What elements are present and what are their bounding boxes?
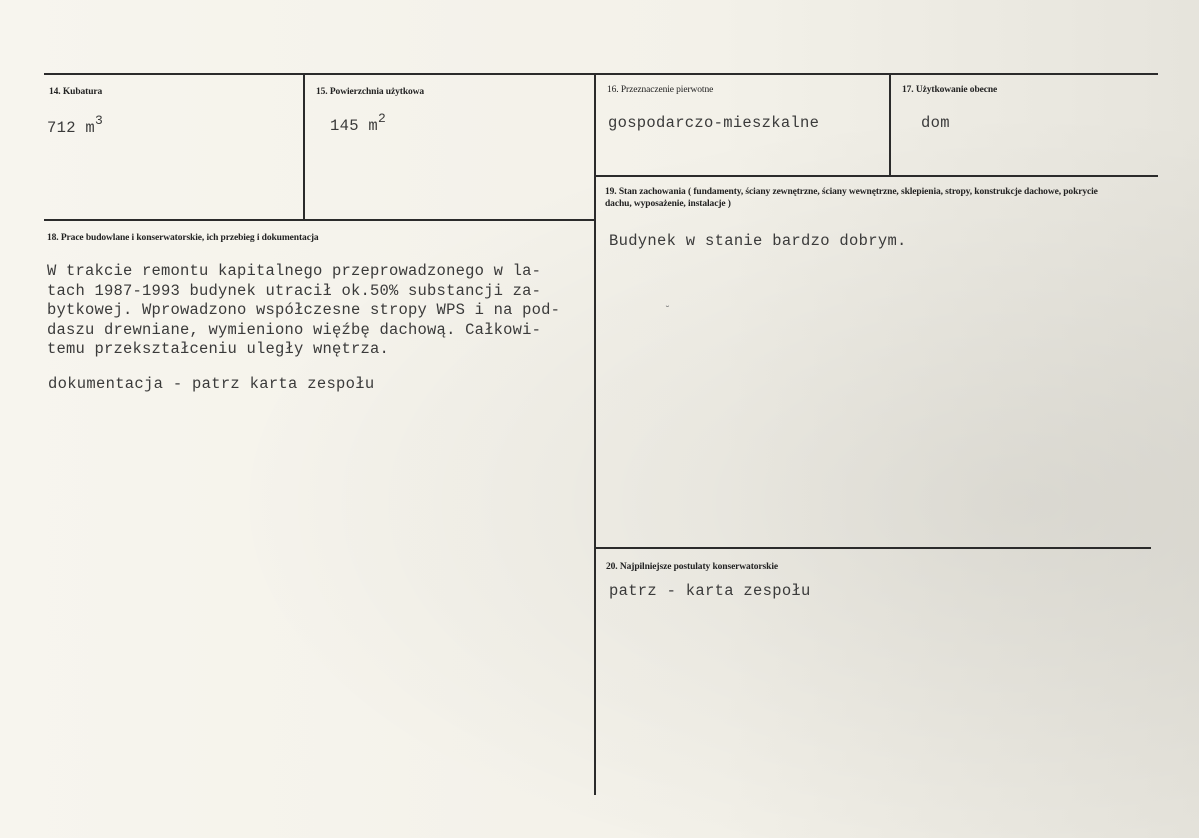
center-divider xyxy=(594,75,596,795)
field-prace-dokumentacja: dokumentacja - patrz karta zespołu xyxy=(48,375,375,393)
kubatura-exponent: 3 xyxy=(95,113,104,128)
field-powierzchnia-label: 15. Powierzchnia użytkowa xyxy=(316,87,425,97)
field-postulaty-value: patrz - karta zespołu xyxy=(609,582,811,600)
rule-under-16-17 xyxy=(595,175,1158,177)
field-kubatura-value xyxy=(47,115,103,137)
rule-under-14-15 xyxy=(44,219,595,221)
top-rule xyxy=(44,73,1158,75)
field-przeznaczenie-value: gospodarczo-mieszkalne xyxy=(608,114,820,132)
prace-line-3: bytkowej. Wprowadzono współczesne stropy WPS i na pod- xyxy=(47,301,561,320)
field-prace-label: 18. Prace budowlane i konserwatorskie, ich przebieg i dokumentacja xyxy=(47,233,319,243)
field-uzytkowanie-value: dom xyxy=(921,114,950,132)
field-przeznaczenie-label: 16. Przeznaczenie pierwotne xyxy=(607,85,714,95)
prace-line-4: daszu drewniane, wymieniono więźbę dachową. Całkowi- xyxy=(47,320,542,339)
prace-line-5: temu przekształceniu uległy wnętrza. xyxy=(47,340,390,359)
divider-14-15 xyxy=(303,75,305,220)
field-powierzchnia-value xyxy=(330,113,386,135)
field-uzytkowanie-label: 17. Użytkowanie obecne xyxy=(902,85,998,95)
prace-line-2: tach 1987-1993 budynek utracił ok.50% substancji za- xyxy=(47,281,542,300)
powierzchnia-exponent: 2 xyxy=(378,111,387,126)
divider-16-17 xyxy=(889,75,891,177)
prace-line-1: W trakcie remontu kapitalnego przeprowadzonego w la- xyxy=(47,262,542,280)
ink-speck: ˘ xyxy=(666,305,670,316)
kubatura-number: 712 m xyxy=(47,119,96,138)
field-postulaty-label: 20. Najpilniejsze postulaty konserwatorskie xyxy=(606,562,778,572)
powierzchnia-number: 145 m xyxy=(330,117,379,136)
field-prace-text xyxy=(47,262,560,360)
field-stan-label: 19. Stan zachowania ( fundamenty, ściany zewnętrzne, ściany wewnętrzne, sklepienia, stropy, konstrukcje dachowe, pokrycie dachu, wyposażenie, instalacje ) xyxy=(605,187,1098,209)
field-kubatura-label: 14. Kubatura xyxy=(49,87,103,97)
field-stan-value: Budynek w stanie bardzo dobrym. xyxy=(609,232,907,250)
rule-above-20 xyxy=(595,547,1151,549)
